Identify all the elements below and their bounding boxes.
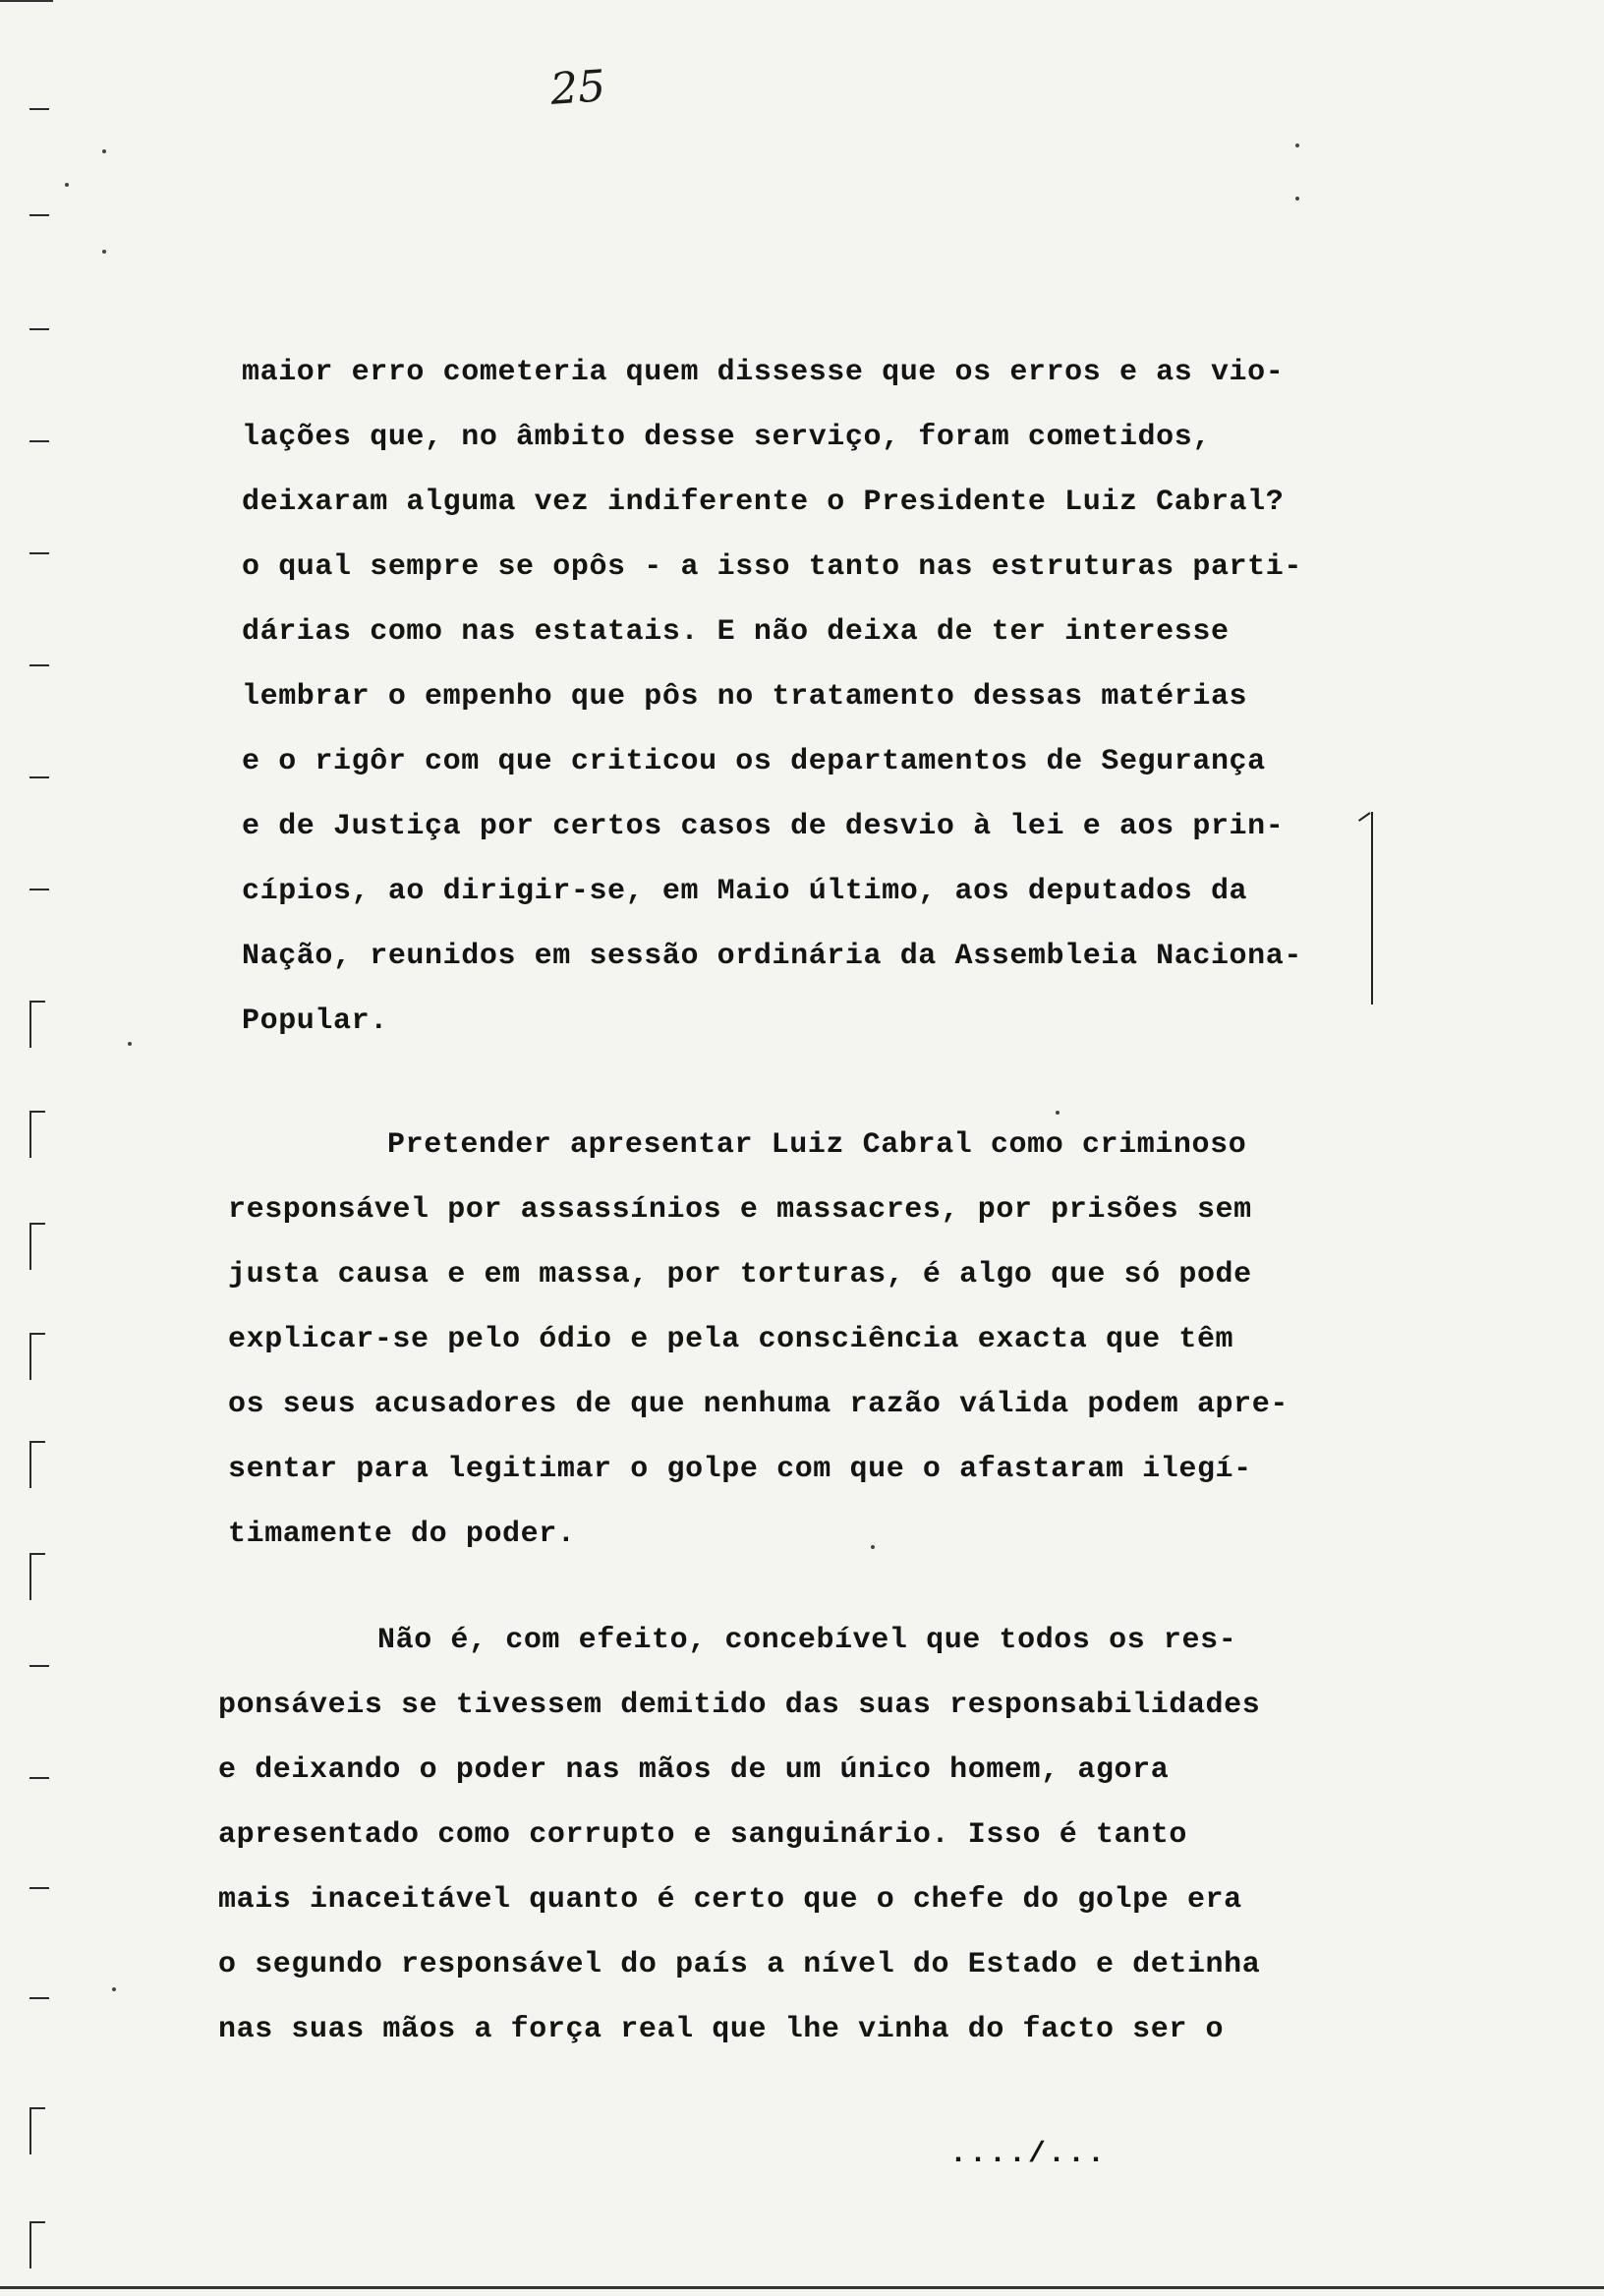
text-line: explicar-se pelo ódio e pela consciência exacta que têm [228,1323,1234,1356]
speck [112,1987,116,1991]
speck [1056,1111,1060,1115]
text-line: cípios, ao dirigir-se, em Maio último, aos deputados da [242,875,1248,908]
binder-bracket [29,1111,45,1158]
text-line: apresentado como corrupto e sanguinário. Isso é tanto [218,1818,1187,1852]
text-line: lações que, no âmbito desse serviço, foram cometidos, [242,421,1211,454]
binder-mark [29,1777,49,1779]
binder-bracket [29,2107,45,2154]
text-line: o qual sempre se opôs - a isso tanto nas estruturas parti- [242,550,1302,584]
binder-mark [29,889,49,890]
speck [871,1545,875,1549]
bottom-edge-rule [0,2286,1604,2289]
binder-bracket [29,1001,45,1048]
binder-mark [29,1997,49,1999]
binder-mark [29,440,49,442]
binder-bracket [29,2221,45,2268]
text-line: e deixando o poder nas mãos de um único homem, agora [218,1753,1170,1787]
text-line: mais inaceitável quanto é certo que o chefe do golpe era [218,1883,1242,1917]
text-line: nas suas mãos a força real que lhe vinha do facto ser o [218,2013,1225,2046]
margin-correction-tick [1358,812,1371,822]
text-line: dárias como nas estatais. E não deixa de ter interesse [242,615,1230,649]
binder-mark [29,214,49,216]
text-line: o segundo responsável do país a nível do Estado e detinha [218,1948,1261,1981]
speck [1295,197,1299,201]
page-number: 25 [548,61,607,115]
text-line: timamente do poder. [228,1518,576,1551]
binder-mark [29,664,49,666]
text-line: ponsáveis se tivessem demitido das suas responsabilidades [218,1689,1261,1722]
continuation-mark: ..../... [949,2138,1108,2171]
text-line: justa causa e em massa, por torturas, é algo que só pode [228,1258,1252,1292]
text-line: responsável por assassínios e massacres, por prisões sem [228,1193,1252,1227]
binder-mark [29,108,49,110]
text-line: Pretender apresentar Luiz Cabral como criminoso [387,1128,1247,1162]
text-line: Popular. [242,1004,388,1038]
speck [65,183,69,187]
top-edge-rule [0,0,53,2]
binder-bracket [29,1333,45,1380]
binder-mark [29,328,49,330]
text-line: Não é, com efeito, concebível que todos os res- [377,1624,1237,1657]
binder-bracket [29,1441,45,1488]
binder-bracket [29,1223,45,1270]
binder-mark [29,1887,49,1889]
text-line: os seus acusadores de que nenhuma razão válida podem apre- [228,1388,1289,1421]
speck [102,250,106,254]
text-line: e o rigôr com que criticou os departamentos de Segurança [242,745,1266,778]
speck [128,1042,132,1046]
binder-mark [29,776,49,778]
speck [1295,144,1299,147]
text-line: deixaram alguma vez indiferente o Presidente Luiz Cabral? [242,486,1285,519]
text-line: e de Justiça por certos casos de desvio à lei e aos prin- [242,810,1285,843]
text-line: maior erro cometeria quem dissesse que os erros e as vio- [242,356,1285,389]
text-line: lembrar o empenho que pôs no tratamento dessas matérias [242,680,1248,714]
margin-correction-bar [1371,812,1373,1004]
text-line: sentar para legitimar o golpe com que o afastaram ilegí- [228,1453,1252,1486]
binder-mark [29,552,49,554]
binder-mark [29,1665,49,1667]
speck [102,149,106,153]
text-line: Nação, reunidos em sessão ordinária da Assembleia Naciona- [242,940,1302,973]
binder-bracket [29,1553,45,1600]
